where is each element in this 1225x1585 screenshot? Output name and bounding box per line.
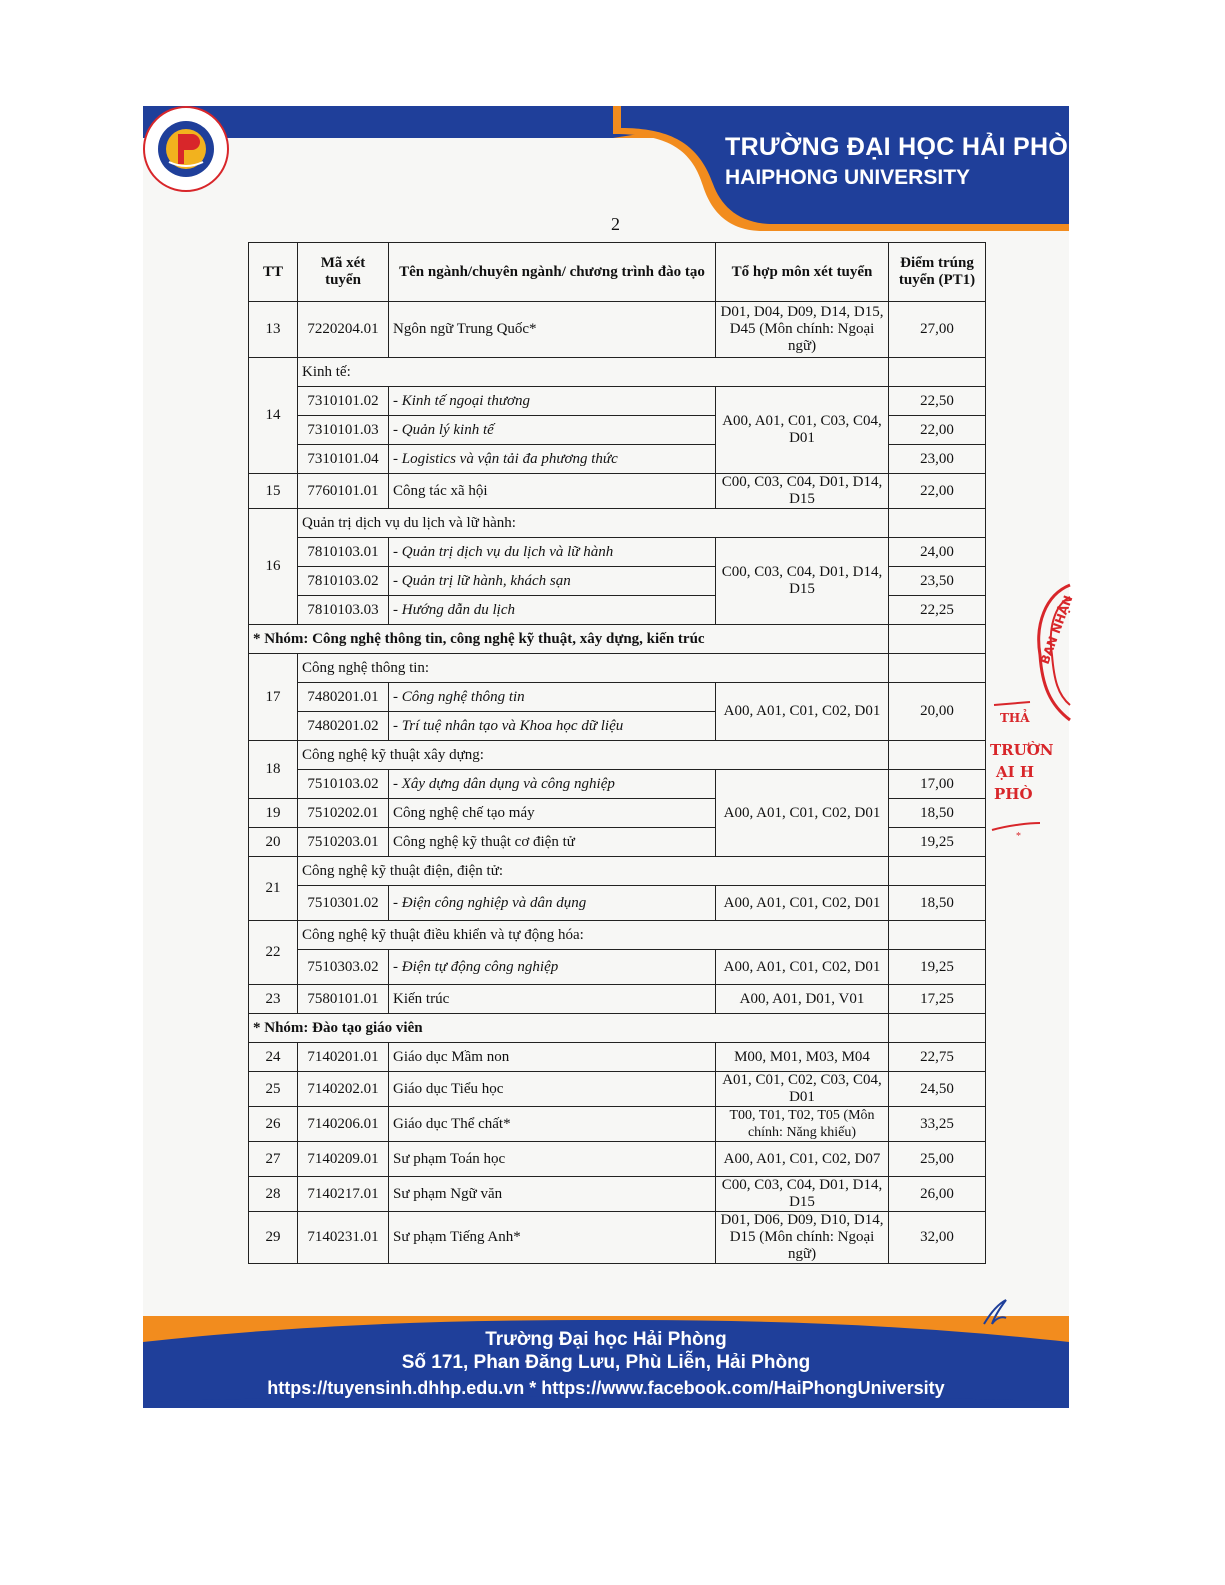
table-row [249,474,986,509]
row-program: Giáo dục Mầm non [389,1043,716,1072]
document-page [143,106,1107,1408]
row-score-empty [889,741,986,770]
row-program: - Xây dựng dân dụng và công nghiệp [389,770,716,799]
table-row [249,538,986,567]
table-row [249,1212,986,1264]
row-score: 19,25 [889,950,986,985]
row-code: 7760101.01 [298,474,389,509]
row-score: 18,50 [889,799,986,828]
row-tt: 20 [249,828,298,857]
red-stamp-icon [990,585,1076,845]
row-program: Giáo dục Thể chất* [389,1107,716,1142]
row-code: 7480201.02 [298,712,389,741]
row-code: 7510203.01 [298,828,389,857]
university-name-vn: TRƯỜNG ĐẠI HỌC HẢI PHÒNG [725,133,1107,161]
university-logo-icon [143,106,229,192]
row-score: 22,00 [889,474,986,509]
header-program: Tên ngành/chuyên ngành/ chương trình đào tạo [389,243,716,302]
row-heading: Công nghệ thông tin: [298,654,889,683]
row-program: Công nghệ chế tạo máy [389,799,716,828]
row-score: 17,00 [889,770,986,799]
row-score: 22,75 [889,1043,986,1072]
row-tt: 24 [249,1043,298,1072]
svg-text:*: * [1016,831,1021,842]
header-code: Mã xét tuyển [298,243,389,302]
svg-text:THẢ: THẢ [1000,711,1030,725]
row-score: 22,50 [889,387,986,416]
row-program: - Hướng dẫn du lịch [389,596,716,625]
row-tt: 21 [249,857,298,921]
group-heading-tech: * Nhóm: Công nghệ thông tin, công nghệ kỹ thuật, xây dựng, kiến trúc [249,625,889,654]
table-row [249,1142,986,1177]
row-score: 25,00 [889,1142,986,1177]
row-score-empty [889,654,986,683]
row-code: 7580101.01 [298,985,389,1014]
row-score: 22,00 [889,416,986,445]
row-heading: Công nghệ kỹ thuật xây dựng: [298,741,889,770]
row-score: 27,00 [889,302,986,358]
row-tt: 18 [249,741,298,799]
row-code: 7140209.01 [298,1142,389,1177]
row-code: 7140217.01 [298,1177,389,1212]
row-tt: 22 [249,921,298,985]
row-score: 22,25 [889,596,986,625]
table-row [249,770,986,799]
row-program: Ngôn ngữ Trung Quốc* [389,302,716,358]
row-program: Công nghệ kỹ thuật cơ điện tử [389,828,716,857]
row-program: - Quản lý kinh tế [389,416,716,445]
footer-university-name: Trường Đại học Hải Phòng [485,1329,727,1350]
row-combo: A00, A01, C01, C02, D07 [716,1142,889,1177]
svg-text:PHÒ: PHÒ [994,785,1033,803]
row-program: Sư phạm Tiếng Anh* [389,1212,716,1264]
row-code: 7810103.02 [298,567,389,596]
row-program: - Logistics và vận tải đa phương thức [389,445,716,474]
university-name-en: HAIPHONG UNIVERSITY [725,166,971,189]
row-score: 17,25 [889,985,986,1014]
svg-text:ẠI H: ẠI H [996,763,1035,781]
row-combo: A00, A01, C01, C02, D01 [716,770,889,857]
row-code: 7140206.01 [298,1107,389,1142]
row-score-empty [889,1014,986,1043]
table-row [249,886,986,921]
group-heading-edu: * Nhóm: Đào tạo giáo viên [249,1014,889,1043]
row-code: 7510303.02 [298,950,389,985]
row-code: 7810103.01 [298,538,389,567]
row-combo: D01, D06, D09, D10, D14, D15 (Môn chính: Ngoại ngữ) [716,1212,889,1264]
row-combo: D01, D04, D09, D14, D15, D45 (Môn chính: Ngoại ngữ) [716,302,889,358]
footer-links: https://tuyensinh.dhhp.edu.vn * https://www.facebook.com/HaiPhongUniversity [267,1378,945,1398]
table-header-row [249,243,986,302]
row-program: - Điện công nghiệp và dân dụng [389,886,716,921]
row-combo: M00, M01, M03, M04 [716,1043,889,1072]
row-score: 32,00 [889,1212,986,1264]
row-code: 7220204.01 [298,302,389,358]
row-combo: A01, C01, C02, C03, C04, D01 [716,1072,889,1107]
table-row [249,741,986,770]
row-combo: A00, A01, D01, V01 [716,985,889,1014]
row-combo: A00, A01, C01, C02, D01 [716,886,889,921]
row-tt: 14 [249,358,298,474]
table-row [249,1177,986,1212]
row-program: Sư phạm Toán học [389,1142,716,1177]
row-program: - Trí tuệ nhân tạo và Khoa học dữ liệu [389,712,716,741]
row-score: 24,50 [889,1072,986,1107]
row-tt: 26 [249,1107,298,1142]
table-row [249,1107,986,1142]
row-score-empty [889,921,986,950]
table-row [249,857,986,886]
row-score: 33,25 [889,1107,986,1142]
header-tt: TT [249,243,298,302]
row-code: 7310101.02 [298,387,389,416]
table-row [249,985,986,1014]
table-row [249,302,986,358]
row-combo: A00, A01, C01, C02, D01 [716,683,889,741]
page-number: 2 [611,214,620,234]
row-code: 7140201.01 [298,1043,389,1072]
row-program: Giáo dục Tiểu học [389,1072,716,1107]
table-row [249,387,986,416]
row-code: 7310101.03 [298,416,389,445]
row-tt: 23 [249,985,298,1014]
table-row [249,358,986,387]
group-row [249,1014,986,1043]
row-combo: A00, A01, C01, C03, C04, D01 [716,387,889,474]
row-score-empty [889,509,986,538]
row-code: 7480201.01 [298,683,389,712]
row-score-empty [889,358,986,387]
row-tt: 15 [249,474,298,509]
footer-address: Số 171, Phan Đăng Lưu, Phù Liễn, Hải Phòng [401,1352,811,1373]
row-tt: 16 [249,509,298,625]
row-combo: C00, C03, C04, D01, D14, D15 [716,474,889,509]
row-score: 20,00 [889,683,986,741]
row-combo: T00, T01, T02, T05 (Môn chính: Năng khiếu) [716,1107,889,1142]
row-program: - Công nghệ thông tin [389,683,716,712]
row-program: Sư phạm Ngữ văn [389,1177,716,1212]
row-tt: 29 [249,1212,298,1264]
row-tt: 27 [249,1142,298,1177]
group-row [249,625,986,654]
table-row [249,654,986,683]
row-code: 7510202.01 [298,799,389,828]
row-heading: Kinh tế: [298,358,889,387]
svg-text:TRƯỜN: TRƯỜN [990,741,1054,759]
row-code: 7140231.01 [298,1212,389,1264]
row-heading: Công nghệ kỹ thuật điều khiển và tự động hóa: [298,921,889,950]
admission-score-table [248,242,986,1264]
row-score-empty [889,857,986,886]
row-combo: A00, A01, C01, C02, D01 [716,950,889,985]
row-score: 23,50 [889,567,986,596]
table-row [249,921,986,950]
table-row [249,1043,986,1072]
row-combo: C00, C03, C04, D01, D14, D15 [716,538,889,625]
row-code: 7510103.02 [298,770,389,799]
row-code: 7140202.01 [298,1072,389,1107]
row-score: 23,00 [889,445,986,474]
row-tt: 19 [249,799,298,828]
row-combo: C00, C03, C04, D01, D14, D15 [716,1177,889,1212]
row-code: 7310101.04 [298,445,389,474]
row-program: - Điện tự động công nghiệp [389,950,716,985]
row-score: 19,25 [889,828,986,857]
row-score: 26,00 [889,1177,986,1212]
row-code: 7510301.02 [298,886,389,921]
row-program: - Quản trị lữ hành, khách sạn [389,567,716,596]
row-program: Công tác xã hội [389,474,716,509]
table-row [249,509,986,538]
row-heading: Quản trị dịch vụ du lịch và lữ hành: [298,509,889,538]
row-score-empty [889,625,986,654]
row-score: 24,00 [889,538,986,567]
row-tt: 17 [249,654,298,741]
signature-mark-icon [980,1296,1010,1326]
row-program: Kiến trúc [389,985,716,1014]
row-tt: 13 [249,302,298,358]
row-program: - Quản trị dịch vụ du lịch và lữ hành [389,538,716,567]
row-heading: Công nghệ kỹ thuật điện, điện tử: [298,857,889,886]
letterhead [143,106,1107,231]
footer-banner [143,1316,1069,1408]
row-tt: 25 [249,1072,298,1107]
row-code: 7810103.03 [298,596,389,625]
table-row [249,950,986,985]
header-combo: Tổ hợp môn xét tuyển [716,243,889,302]
row-score: 18,50 [889,886,986,921]
row-program: - Kinh tế ngoại thương [389,387,716,416]
header-score: Điểm trúng tuyển (PT1) [889,243,986,302]
table-row [249,683,986,712]
row-tt: 28 [249,1177,298,1212]
svg-text:BAN NHẬN: BAN NHẬN [1037,593,1076,667]
table-row [249,1072,986,1107]
